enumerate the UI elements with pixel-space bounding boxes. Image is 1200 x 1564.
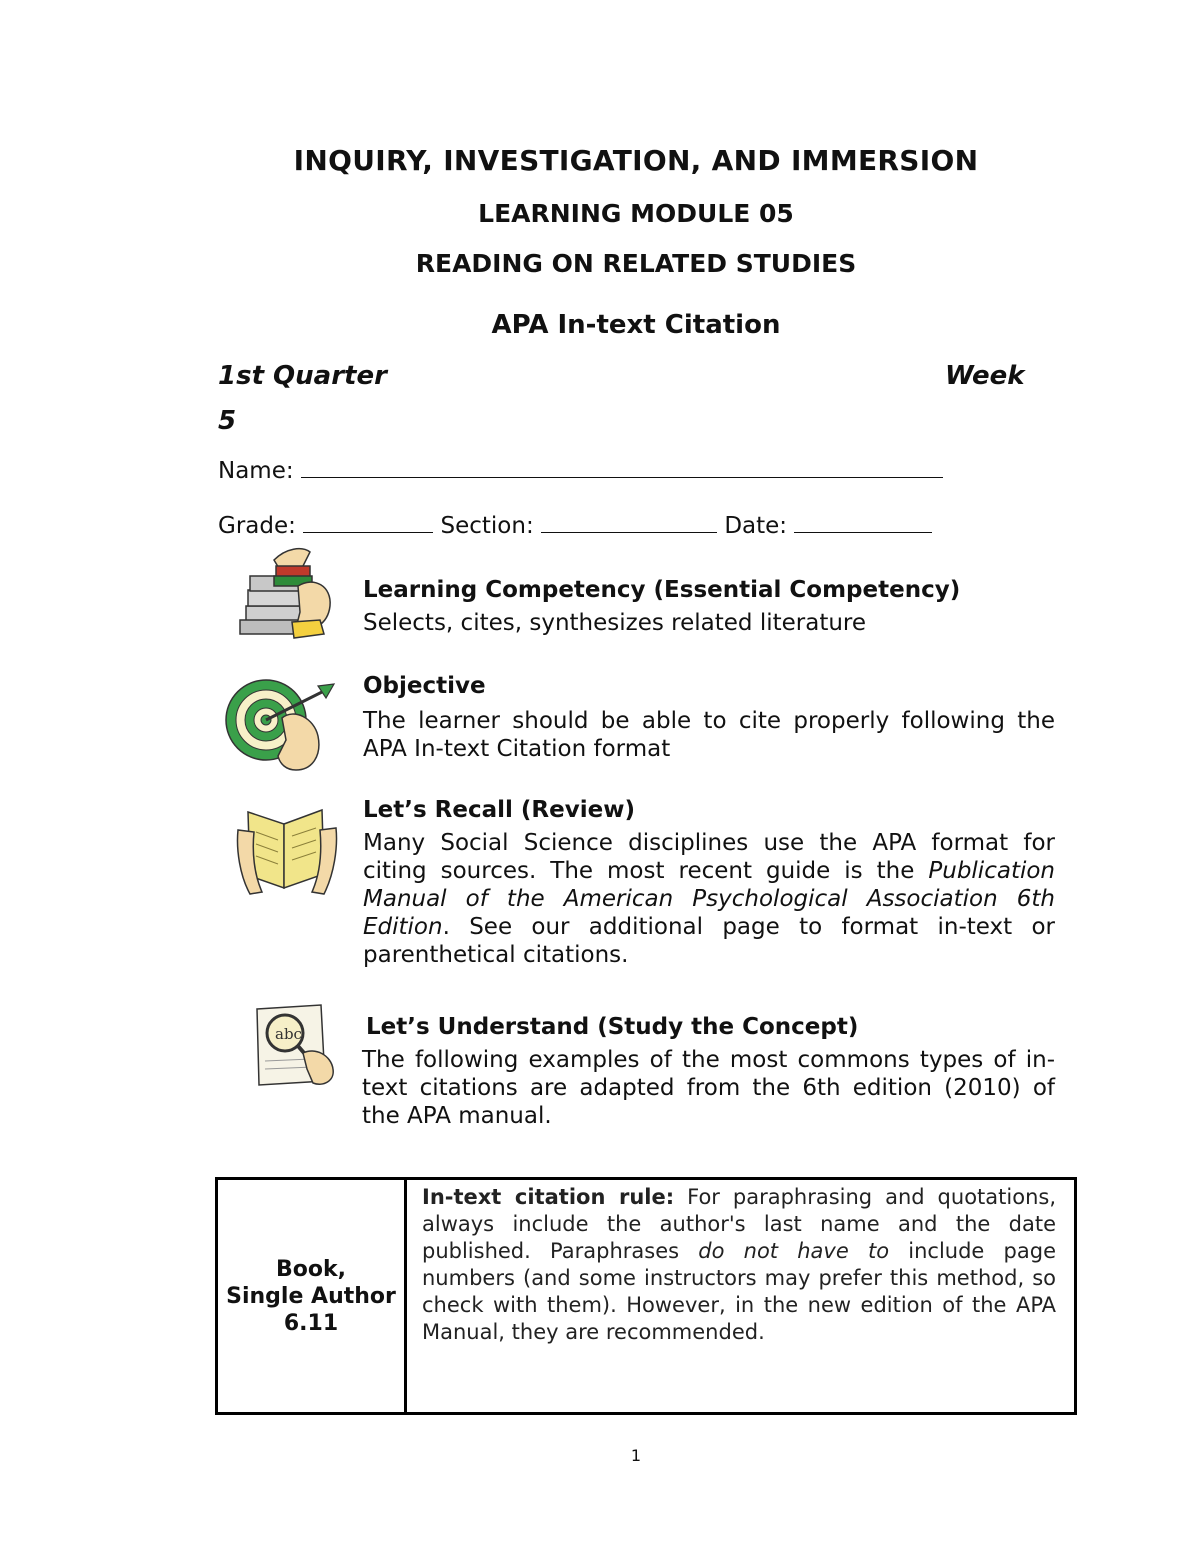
competency-heading: Learning Competency (Essential Competency) — [363, 577, 961, 603]
week-number: 5 — [218, 406, 237, 436]
section-label: Section: — [440, 513, 534, 539]
recall-heading: Let’s Recall (Review) — [363, 797, 635, 823]
name-blank[interactable] — [301, 476, 943, 478]
citation-rule-text-end: include page numbers (and some instructors may prefer this method, so check with them). However, in the new edition of the APA Manual, they are recommended. — [422, 1239, 1056, 1344]
page-number: 1 — [630, 1446, 642, 1465]
magnifier-document-icon — [251, 1003, 337, 1087]
table-row — [217, 1179, 1076, 1414]
name-label: Name: — [218, 458, 294, 484]
name-row — [218, 458, 943, 484]
citation-table — [215, 1177, 1077, 1415]
date-label: Date: — [724, 513, 788, 539]
grade-label: Grade: — [218, 513, 296, 539]
citation-rule-text: For paraphrasing and quotations, always include the author's last name and the date published. Paraphrases — [422, 1185, 1056, 1263]
grade-blank[interactable] — [303, 531, 433, 533]
module-subtopic: APA In-text Citation — [491, 310, 781, 340]
section-blank[interactable] — [541, 531, 717, 533]
recall-text: Many Social Science disciplines use the APA format for citing sources. The most recent guide is the — [363, 830, 1055, 884]
citation-section-number: 6.11 — [283, 1310, 339, 1336]
citation-rule-label: In-text citation rule: — [422, 1185, 675, 1209]
citation-type-cell — [217, 1179, 406, 1414]
objective-heading: Objective — [363, 673, 486, 699]
competency-body: Selects, cites, synthesizes related literature — [363, 610, 867, 636]
books-icon — [236, 546, 336, 642]
understand-heading: Let’s Understand (Study the Concept) — [366, 1014, 859, 1040]
citation-rule-emphasis: do not have to — [698, 1239, 890, 1263]
citation-type-line2: Single Author — [226, 1283, 396, 1309]
recall-body — [363, 829, 1055, 969]
recall-publication-title: Publication Manual of the American Psychological Association 6th Edition — [363, 858, 1055, 940]
document-title: INQUIRY, INVESTIGATION, AND IMMERSION — [293, 144, 979, 177]
citation-rule-cell — [406, 1179, 1076, 1414]
recall-text-end: . See our additional page to format in-text or parenthetical citations. — [363, 914, 1055, 968]
objective-body: The learner should be able to cite properly following the APA In-text Citation format — [363, 708, 1055, 762]
svg-text:abc: abc — [275, 1025, 302, 1043]
module-topic: READING ON RELATED STUDIES — [415, 249, 857, 278]
citation-type-line1: Book, — [276, 1256, 346, 1282]
date-blank[interactable] — [794, 531, 932, 533]
quarter-label: 1st Quarter — [218, 361, 387, 391]
module-number: LEARNING MODULE 05 — [478, 199, 794, 228]
understand-body: The following examples of the most commons types of in-text citations are adapted from the 6th edition (2010) of the APA manual. — [362, 1047, 1055, 1129]
open-book-icon — [236, 800, 338, 898]
target-icon — [222, 678, 336, 774]
week-label: Week — [945, 361, 1025, 391]
grade-section-date-row — [218, 513, 932, 539]
